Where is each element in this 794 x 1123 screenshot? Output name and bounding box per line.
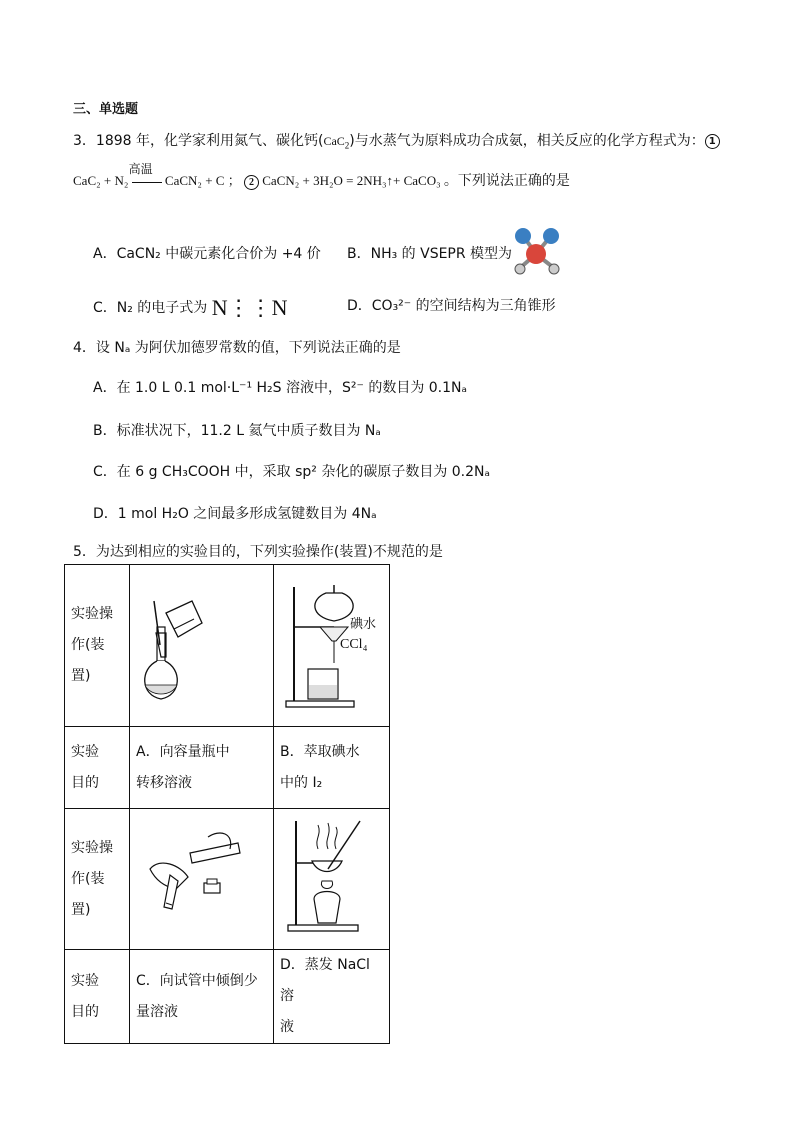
row-label-operation-1: 实验操 作(装置) — [65, 565, 130, 727]
image-c-test-tube-pouring — [130, 809, 274, 950]
q5-stem: 5．为达到相应的实验目的，下列实验操作(装置)不规范的是 — [73, 544, 443, 560]
q4-option-a: A．在 1.0 L 0.1 mol·L⁻¹ H₂S 溶液中，S²⁻ 的数目为 0.1Nₐ — [93, 380, 467, 396]
image-d-evaporation — [274, 809, 390, 950]
q4-option-b: B．标准状况下，11.2 L 氦气中质子数目为 Nₐ — [93, 423, 381, 439]
purpose-b: B．萃取碘水 中的 I₂ — [274, 727, 390, 809]
q4-stem: 4．设 Nₐ 为阿伏加德罗常数的值，下列说法正确的是 — [73, 340, 401, 356]
purpose-d: D．蒸发 NaCl 溶 液 — [274, 950, 390, 1044]
q4-option-d: D．1 mol H₂O 之间最多形成氢键数目为 4Nₐ — [93, 506, 377, 522]
q3-option-a: A．CaCN₂ 中碳元素化合价为 +4 价 — [93, 246, 321, 262]
reaction-arrow-high-temp: 高温 — [132, 172, 162, 190]
q3-stem-line1: 3．1898 年，化学家利用氮气、碳化钙(CaC$_2$)与水蒸气为原料成功合成氨，相关反应的化学方程式为： 1 — [73, 130, 720, 150]
row-label-purpose-2: 实验 目的 — [65, 950, 130, 1044]
n2-electron-formula: N⋮⋮N — [211, 295, 288, 320]
circled-1-icon: 1 — [705, 134, 720, 149]
image-a-volumetric-flask — [130, 565, 274, 727]
label-ccl4: CCl₄ — [340, 637, 368, 652]
q3-option-b: B．NH₃ 的 VSEPR 模型为 — [347, 246, 513, 262]
q4-option-c: C．在 6 g CH₃COOH 中，采取 sp² 杂化的碳原子数目为 0.2Nₐ — [93, 464, 490, 480]
section-title: 三、单选题 — [73, 102, 139, 117]
circled-2-icon: 2 — [244, 175, 259, 190]
row-label-operation-2: 实验操 作(装置) — [65, 809, 130, 950]
image-b-separatory-funnel — [274, 565, 390, 727]
q3-equations: CaC₂ + N₂ 高温 CaCN₂ + C ； 2 CaCN₂ + 3H₂O = 2NH₃↑+ CaCO₃ 。下列说法正确的是 — [73, 162, 570, 189]
label-iodine-water: 碘水 — [350, 617, 377, 632]
purpose-c: C．向试管中倾倒少 量溶液 — [130, 950, 274, 1044]
row-label-purpose-1: 实验 目的 — [65, 727, 130, 809]
q3-option-d: D．CO₃²⁻ 的空间结构为三角锥形 — [347, 298, 556, 314]
purpose-a: A．向容量瓶中 转移溶液 — [130, 727, 274, 809]
nh3-vsepr-model-image — [508, 224, 564, 278]
experiment-table — [64, 564, 390, 1044]
q3-option-c: C．N₂ 的电子式为 N⋮⋮N — [93, 295, 288, 320]
